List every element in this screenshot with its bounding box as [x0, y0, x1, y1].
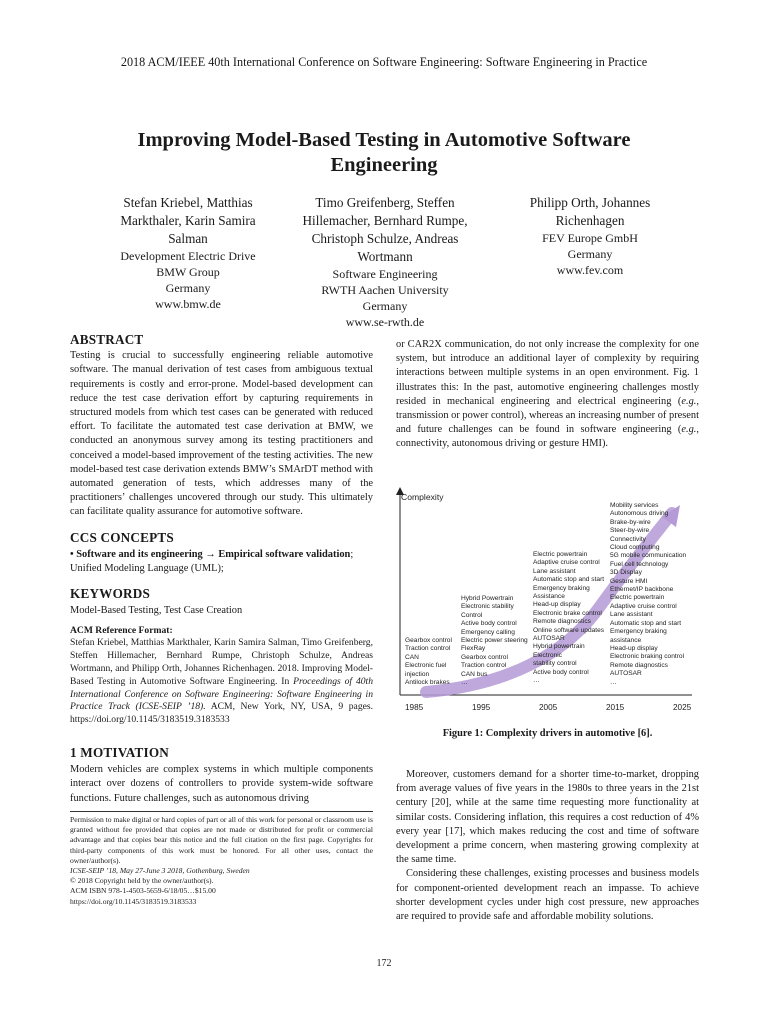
author-names: Hillemacher, Bernhard Rumpe, [302, 213, 468, 228]
figure-column-1985 [405, 637, 452, 687]
figure-item: Electric power steering [461, 637, 528, 645]
figure-item: Active body control [533, 668, 589, 676]
figure-item: Emergency braking [610, 628, 667, 636]
figure-item: Mobility services [610, 502, 659, 509]
figure-column-2005 [533, 551, 604, 686]
figure-item: FlexRay [461, 645, 486, 653]
author-names: Philipp Orth, Johannes [529, 195, 651, 210]
text-run: e.g. [681, 424, 697, 436]
year-label: 2025 [673, 703, 692, 712]
author-block-fev [500, 194, 680, 278]
figure-item: Electronic braking control [610, 653, 685, 661]
figure-item: 5G mobile communication [610, 552, 687, 560]
figure-item: AUTOSAR [533, 635, 565, 643]
reference-venue: Proceedings of 40th International Conference on Software Engineering: Software Engineering in Practice Track (ICSE-SEIP ’18). [70, 675, 373, 713]
figure-item: Traction control [461, 662, 507, 670]
figure-item: Electric powertrain [610, 594, 665, 602]
figure-item: Online software updates [533, 626, 605, 634]
figure-item: Electronic brake control [533, 609, 602, 617]
ccs-concept-rest: ; Unified Modeling Language (UML); [70, 548, 354, 575]
figure-item: Cloud computing [610, 544, 660, 552]
left-column [70, 333, 373, 806]
author-affiliation: Germany [165, 281, 211, 295]
ccs-text [70, 548, 373, 576]
reference-part: ACM, New York, NY, USA, 9 pages. https://doi.org/10.1145/3183519.3183533 [70, 701, 374, 726]
right-paragraph-1 [396, 338, 699, 452]
right-paragraph-3: Considering these challenges, existing processes and business models for component-oriented development reach an impasse. To achieve shorter development cycles under high cost pressure, new approaches are required to provide safe and affordable mobility solutions. [396, 868, 699, 923]
figure-item: Control [461, 611, 483, 619]
permission-footnote [70, 811, 373, 907]
ccs-heading: CCS CONCEPTS [70, 529, 174, 545]
figure-item: Lane assistant [533, 567, 576, 575]
author-names: Stefan Kriebel, Matthias [123, 195, 253, 210]
text-run: , connectivity, autonomous driving or gesture HMI). [396, 424, 699, 450]
author-affiliation: FEV Europe GmbH [542, 231, 638, 245]
author-names: Christoph Schulze, Andreas [311, 231, 459, 246]
figure-item: Electronic [533, 651, 562, 659]
figure-item: Traction control [405, 645, 451, 653]
figure-item: Brake-by-wire [610, 518, 651, 526]
year-label: 2015 [606, 703, 625, 712]
title-line-1: Improving Model-Based Testing in Automotive Software [137, 129, 631, 151]
figure-item: Automatic stop and start [533, 576, 605, 584]
figure-item: CAN [405, 653, 419, 661]
right-paragraph-2: Moreover, customers demand for a shorter time-to-market, dropping from average values of five years in the 1980s to three years in the 21st century [20], while at the same time requesting more functionality at similar costs. Considering inflation, this requires a cost reduction of 4% every year [17], which makes reducing the cost and time of software development a prime concern, when mastering growing complexity at the same time. [396, 769, 699, 866]
figure-item: Hybrid powertrain [533, 643, 585, 651]
author-names: Wortmann [357, 249, 413, 264]
figure-item: … [461, 679, 468, 687]
author-affiliation: BMW Group [156, 265, 220, 279]
figure-item: Fuel cell technology [610, 560, 669, 568]
figure-item: AUTOSAR [610, 670, 642, 678]
footnote-venue: ICSE-SEIP ’18, May 27-June 3 2018, Gothenburg, Sweden [70, 866, 250, 876]
author-block-bmw [90, 194, 286, 312]
figure-item: Automatic stop and start [610, 619, 682, 627]
footnote-text: Permission to make digital or hard copies of part or all of this work for personal or classroom use is granted without fee provided that copies are not made or distributed for profit or commercial advantage and that copies bear this notice and the full citation on the first page. Copyrights for third-party components of this work must be honored. For all other uses, contact the owner/author(s). [70, 815, 373, 865]
figure-column-2015 [610, 502, 686, 687]
figure-item: Emergency braking [533, 584, 590, 592]
figure-item: Steer-by-wire [610, 527, 650, 535]
author-affiliation: Germany [567, 247, 613, 261]
figure-item: Electronic fuel [405, 662, 447, 670]
author-affiliation: Development Electric Drive [120, 249, 256, 263]
right-column-top [396, 338, 699, 452]
figure-item: Electronic stability [461, 603, 514, 611]
figure-column-1995 [461, 595, 528, 687]
figure-item: Connectivity [610, 535, 646, 543]
figure-item: stability control [533, 660, 577, 668]
reference-heading: ACM Reference Format: [70, 624, 173, 636]
figure-item: Emergency calling [461, 628, 515, 636]
motivation-text: Modern vehicles are complex systems in which multiple components interact over dozens of controllers to provide system-wide software functions. Future challenges, such as autonomous driving [70, 764, 373, 804]
keywords-heading: KEYWORDS [70, 586, 151, 602]
footnote-isbn: ACM ISBN 978-1-4503-5659-6/18/05…$15.00 [70, 886, 216, 896]
motivation-heading: 1 MOTIVATION [70, 745, 169, 761]
footnote-copyright: © 2018 Copyright held by the owner/author(s). [70, 876, 214, 886]
author-affiliation: RWTH Aachen University [321, 283, 449, 297]
author-website: www.se-rwth.de [345, 315, 425, 329]
figure-item: Autonomous driving [610, 510, 669, 518]
figure-item: Head-up display [533, 601, 581, 609]
figure-item: Lane assistant [610, 611, 653, 619]
text-run: e.g. [681, 395, 697, 407]
author-names: Markthaler, Karin Samira [120, 213, 256, 228]
figure-item: Assistance [533, 593, 565, 601]
figure-item: Remote diagnostics [610, 661, 668, 669]
figure-item: Antilock brakes [405, 679, 450, 687]
figure-item: CAN bus [461, 670, 488, 678]
figure-item: Adaptive cruise control [610, 602, 677, 610]
ccs-concept-bold: • Software and its engineering → Empirical software validation [70, 548, 351, 560]
author-block-rwth [285, 194, 485, 330]
figure-item: Active body control [461, 620, 517, 628]
figure-item: Gearbox control [461, 653, 508, 661]
keywords-text: Model-Based Testing, Test Case Creation [70, 605, 243, 617]
author-affiliation: Software Engineering [332, 267, 438, 281]
author-affiliation: Germany [362, 299, 408, 313]
abstract-heading: ABSTRACT [70, 332, 144, 347]
figure-item: Adaptive cruise control [533, 559, 600, 567]
right-column-bottom [396, 768, 699, 924]
footnote-doi: https://doi.org/10.1145/3183519.3183533 [70, 896, 197, 906]
page-number: 172 [376, 958, 392, 969]
figure-item: Electric powertrain [533, 551, 588, 558]
year-label: 1985 [405, 703, 424, 712]
figure-item: Gearbox control [405, 637, 452, 644]
figure-axis-label: Complexity [401, 492, 444, 502]
year-label: 1995 [472, 703, 491, 712]
conference-header: 2018 ACM/IEEE 40th International Conference on Software Engineering: Software Engineering in Practice [120, 55, 648, 69]
author-website: www.bmw.de [155, 297, 221, 311]
figure-item: Remote diagnostics [533, 618, 591, 626]
figure-item: … [533, 677, 540, 685]
figure-item: 3D Display [610, 569, 642, 577]
text-run: or CAR2X communication, do not only increase the complexity for one system, but introduce an additional layer of complexity by requiring interactions between multiple systems in an open environment. Fig. 1 illustrates this: In the past, automotive engineering challenges mostly resided in mechanical engineering and electrical engineering ( [396, 339, 699, 407]
reference-text [70, 637, 373, 727]
author-website: www.fev.com [556, 263, 624, 277]
figure-item: injection [405, 670, 430, 678]
author-names: Timo Greifenberg, Steffen [315, 195, 455, 210]
figure-item: Gesture HMI [610, 577, 648, 585]
author-names: Salman [168, 231, 208, 246]
figure-item: Hybrid Powertrain [461, 595, 514, 602]
title-line-2: Engineering [330, 154, 438, 176]
figure-item: assistance [610, 636, 642, 644]
figure-item: … [610, 678, 617, 686]
complexity-figure [396, 485, 696, 725]
year-label: 2005 [539, 703, 558, 712]
paper-title [90, 128, 678, 178]
figure-item: Ethernet/IP backbone [610, 586, 674, 594]
abstract-text: Testing is crucial to successfully engineering reliable automotive software. The manual derivation of test cases from ambiguous textual requirements is costly and error-prone. Model-based development can reduce the test case derivation effort by capturing requirements in structured models from which test cases can be generated with reduced effort. To facilitate the automated test case derivation at BMW, we conducted an anonymous survey among its testing practitioners and conceived a model-based improvement of the testing activities. The new model-based test case derivation extends BMW’s SMArDT method with automated generation of tests, which addresses many of the practitioners’ challenges uncovered through our study. This ultimately can facilitate quality assurance for automotive software. [70, 350, 373, 518]
figure-caption: Figure 1: Complexity drivers in automotive [6]. [442, 728, 653, 739]
figure-item: Head-up display [610, 644, 658, 652]
reference-part: Stefan Kriebel, Matthias Markthaler, Karin Samira Salman, Timo Greifenberg, Steffen Hillemacher, Bernhard Rumpe, Christoph Schulze, Andreas Wortmann, and Philipp Orth, Johannes Richenhagen. 2018. Improving Model-Based Testing in Automotive Software Engineering. In [70, 637, 373, 687]
author-names: Richenhagen [555, 213, 625, 228]
text-run: , transmission or power control), whereas an increasing number of present and future challenges can be found in software engineering ( [396, 395, 699, 436]
